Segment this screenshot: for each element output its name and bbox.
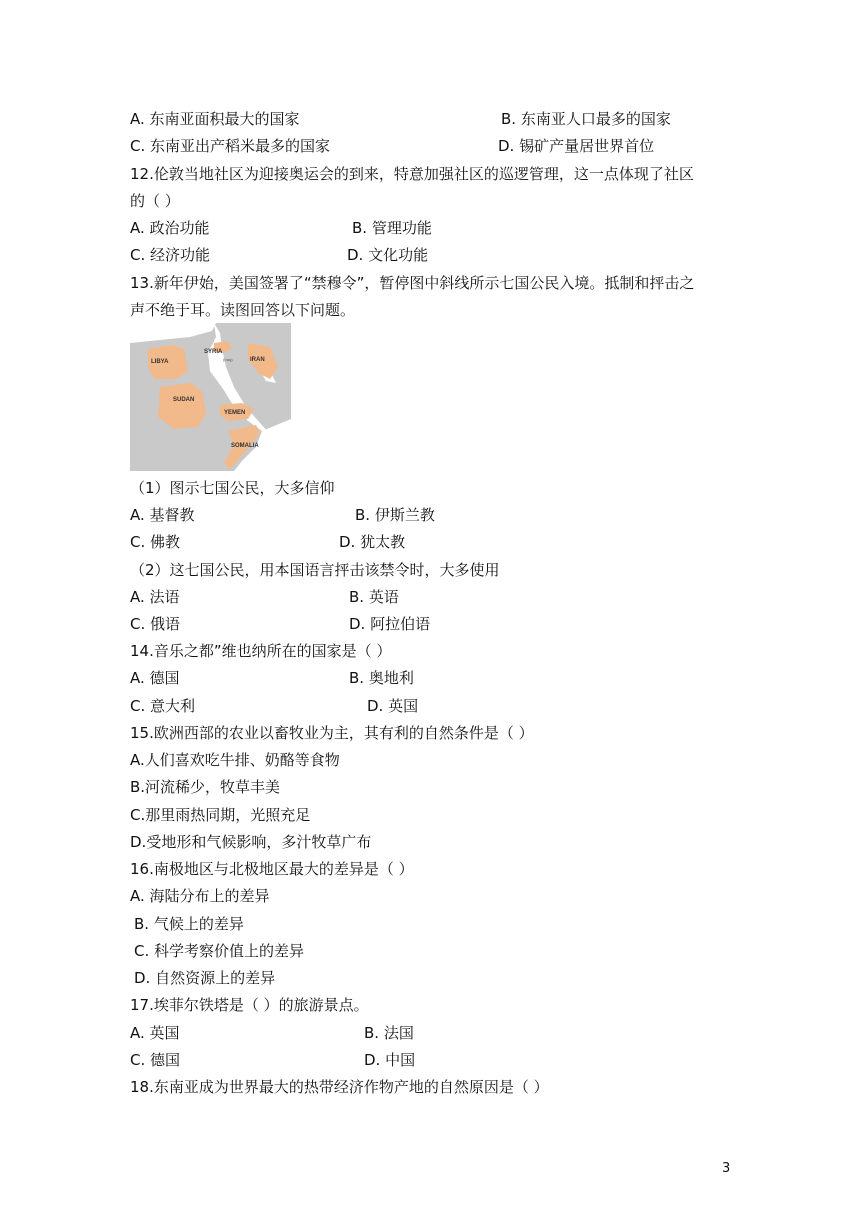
q13-stem-line1: 13.新年伊始，美国签署了“禁穆令”，暂停图中斜线所示七国公民入境。抵制和抨击之 [130,274,695,292]
q13-sub1-option-c: C. 佛教 [130,533,181,551]
map-country-sudan [158,383,206,429]
q15-option-c: C.那里雨热同期，光照充足 [130,806,311,824]
map-label-iran: IRAN [250,357,265,363]
q15-option-d: D.受地形和气候影响，多汁牧草广布 [130,833,372,851]
q16-option-a: A. 海陆分布上的差异 [130,887,270,905]
map-label-syria: SYRIA [204,349,223,355]
map-label-yemen: YEMEN [224,410,246,416]
q11-option-c: C. 东南亚出产稻米最多的国家 [130,137,331,155]
map-label-sudan: SUDAN [173,397,195,403]
q14-stem: 14.音乐之都”维也纳所在的国家是（ ） [130,642,392,660]
q17-stem: 17.埃菲尔铁塔是（ ）的旅游景点。 [130,996,369,1014]
q13-sub1-option-b: B. 伊斯兰教 [355,506,435,524]
q17-option-a: A. 英国 [130,1024,180,1042]
q13-sub2-option-a: A. 法语 [130,588,180,606]
map-label-iraq: (Iraq) [223,357,233,362]
q13-sub2-option-b: B. 英语 [349,588,399,606]
q13-sub2-stem: （2）这七国公民，用本国语言抨击该禁令时，大多使用 [130,561,500,579]
q13-sub1-stem: （1）图示七国公民，大多信仰 [130,479,335,497]
q11-option-d: D. 锡矿产量居世界首位 [498,137,655,155]
q12-option-b: B. 管理功能 [352,219,432,237]
map-label-libya: LIBYA [151,359,169,365]
q12-option-a: A. 政治功能 [130,219,210,237]
q13-sub1-option-d: D. 犹太教 [339,533,406,551]
q16-stem: 16.南极地区与北极地区最大的差异是（ ） [130,860,414,878]
q12-stem-line2: 的（ ） [130,192,180,210]
page-number: 3 [722,1161,731,1176]
map-label-somalia: SOMALIA [231,443,259,449]
q17-option-b: B. 法国 [364,1024,414,1042]
q14-option-d: D. 英国 [367,697,419,715]
q11-option-b: B. 东南亚人口最多的国家 [501,110,671,128]
q17-option-c: C. 德国 [130,1051,181,1069]
q13-sub2-option-c: C. 俄语 [130,615,181,633]
q16-option-b: B. 气候上的差异 [134,915,244,933]
q13-sub1-option-a: A. 基督教 [130,506,195,524]
q17-option-d: D. 中国 [364,1051,416,1069]
q12-stem-line1: 12.伦敦当地社区为迎接奥运会的到来，特意加强社区的巡逻管理，这一点体现了社区 [130,165,694,183]
middle-east-map [130,323,291,471]
q15-option-b: B.河流稀少，牧草丰美 [130,778,281,796]
q13-sub2-option-d: D. 阿拉伯语 [349,615,431,633]
q13-stem-line2: 声不绝于耳。读图回答以下问题。 [130,301,356,319]
q16-option-d: D. 自然资源上的差异 [134,969,276,987]
q15-stem: 15.欧洲西部的农业以畜牧业为主，其有利的自然条件是（ ） [130,724,534,742]
q15-option-a: A.人们喜欢吃牛排、奶酪等食物 [130,751,340,769]
q14-option-b: B. 奥地利 [349,669,414,687]
q14-option-c: C. 意大利 [130,697,196,715]
q12-option-d: D. 文化功能 [347,246,429,264]
q14-option-a: A. 德国 [130,669,180,687]
q16-option-c: C. 科学考察价值上的差异 [134,942,305,960]
q12-option-c: C. 经济功能 [130,246,211,264]
q18-stem: 18.东南亚成为世界最大的热带经济作物产地的自然原因是（ ） [130,1078,549,1096]
q11-option-a: A. 东南亚面积最大的国家 [130,110,300,128]
